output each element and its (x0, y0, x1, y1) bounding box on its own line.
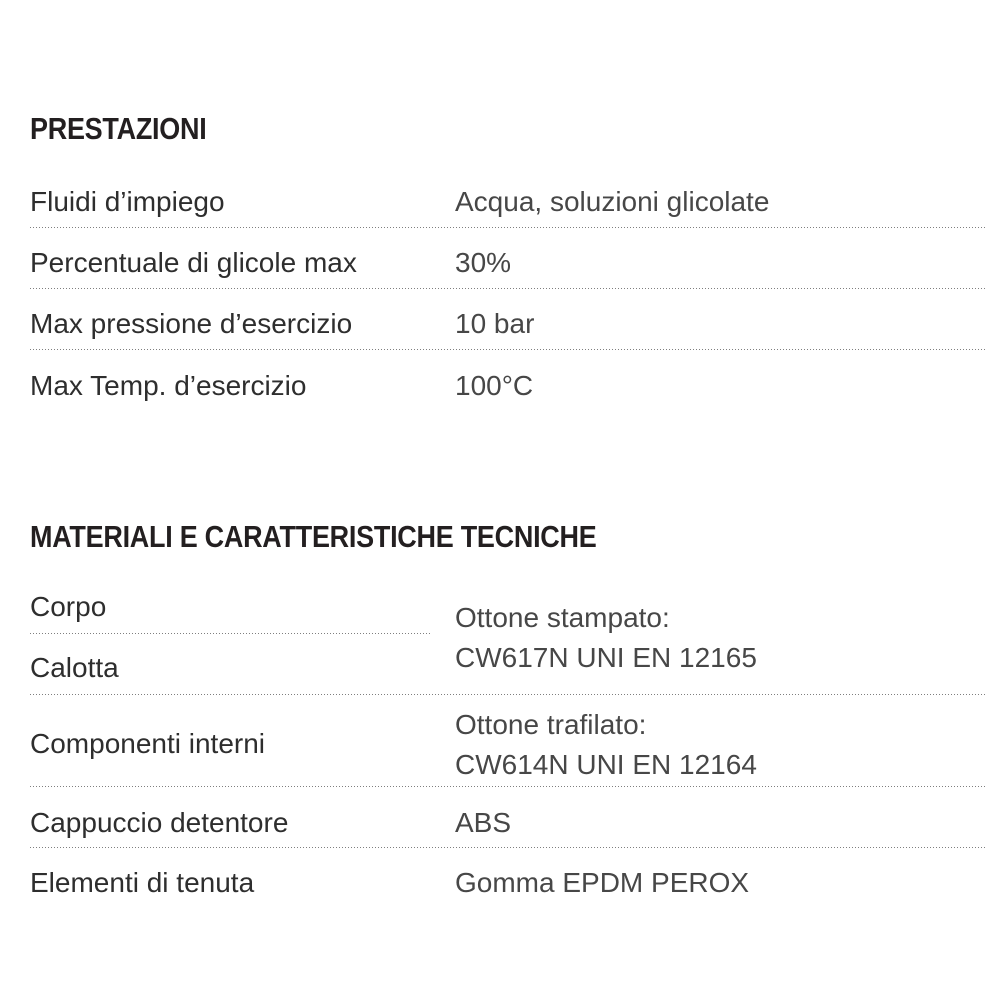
row-separator (30, 227, 985, 229)
row-separator (30, 847, 985, 849)
spec-row-value: 100°C (455, 370, 534, 401)
spec-row-value: Acqua, soluzioni glicolate (455, 186, 770, 217)
spec-row-value: ABS (455, 807, 512, 838)
spec-row-value-multiline (455, 598, 757, 678)
spec-row-value-multiline (455, 705, 757, 785)
row-separator (30, 349, 985, 351)
spec-row-label: Percentuale di glicole max (30, 247, 357, 278)
spec-row-label: Elementi di tenuta (30, 867, 255, 898)
spec-value-line: CW617N UNI EN 12165 (455, 642, 757, 673)
spec-row-value: 10 bar (455, 308, 535, 339)
row-separator (30, 786, 985, 788)
spec-row-label: Max Temp. d’esercizio (30, 370, 307, 401)
spec-row-value: Gomma EPDM PEROX (455, 867, 750, 898)
section-title-materiali: MATERIALI E CARATTERISTICHE TECNICHE (30, 519, 597, 554)
row-separator-short (30, 633, 430, 635)
spec-value-line: Ottone trafilato: (455, 709, 647, 740)
spec-value-line: Ottone stampato: (455, 602, 670, 633)
spec-row-label: Componenti interni (30, 728, 266, 759)
row-separator (30, 288, 985, 290)
spec-row-value: 30% (455, 247, 512, 278)
spec-row-label: Calotta (30, 652, 119, 683)
section-title-prestazioni: PRESTAZIONI (30, 111, 207, 146)
spec-row-label: Fluidi d’impiego (30, 186, 225, 217)
spec-value-line: CW614N UNI EN 12164 (455, 749, 757, 780)
spec-row-label: Corpo (30, 591, 107, 622)
spec-row-label: Cappuccio detentore (30, 807, 289, 838)
spec-row-label: Max pressione d’esercizio (30, 308, 353, 339)
row-separator (30, 694, 985, 696)
